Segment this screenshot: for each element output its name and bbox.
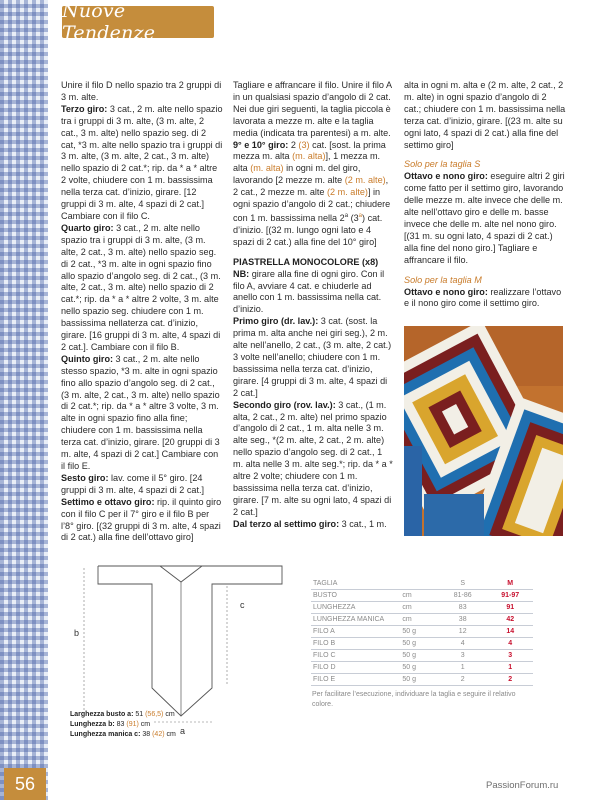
table-cell-label: FILO C xyxy=(311,650,400,662)
paragraph-text: , 2 cat., 2 mezze m. alte xyxy=(233,175,389,198)
paragraph xyxy=(404,171,566,266)
paragraph-text: eseguire altri 2 giri come fatto per il settimo giro, lavorando delle mezze m. alte invece che delle m. alte nell’ottavo giro e delle m. basse invece che delle m. alte nel nono giro. [(31 m. su ogni lato, 4 spazi di 2 cat.) alla fine del nono giro.] Tagliare e affrancare il filo. xyxy=(404,171,565,265)
table-row xyxy=(311,638,533,650)
table-cell-s: 1 xyxy=(438,662,487,674)
measure-unit: cm xyxy=(163,711,175,718)
round-heading: Quarto giro: xyxy=(61,222,114,233)
paragraph-text: realizzare l’ottavo e il nono giro come il settimo giro. xyxy=(404,286,562,309)
round-heading: Terzo giro: xyxy=(61,103,108,114)
paragraph-text: ) cat. d’inizio. [(32 m. lungo ogni lato e 4 spazi di 2 cat.) alla fine del 10° giro] xyxy=(233,213,383,247)
measure-unit: cm xyxy=(138,721,151,728)
table-cell-label: FILO D xyxy=(311,662,400,674)
paragraph-text: rip. il quinto giro con il filo C per il 7° giro e il filo B per l’8° giro. [(32 gruppi di 3 m. alte, 4 spazi di 2 cat.) alla fine dell’ottavo giro] xyxy=(61,496,222,543)
measure-value-m: (42) xyxy=(152,731,165,738)
paragraph-text: ] in ogni spazio d’angolo di 2 cat.; chiudere con 1 m. bassissima nella 2 xyxy=(233,187,391,223)
table-cell-s: 81-86 xyxy=(438,590,487,602)
paragraph-text: 3 cat., (1 m. alta, 2 cat., 2 m. alte) nel primo spazio d’angolo di 2 cat., 1 m. alta nelle 3 m. alte seg., *(2 m. alte, 2 cat., 2 m. alte) nello spazio d’angolo seg. di 2 cat., 1 m. alta nelle 3 m. alte seg.*; rip. da * a * altre 2 volte; chiudere con 1 m. bassissima nella terza cat. d’inizio, girare. [7 m. alte su ogni lato, 4 spazi di 2 cat.] xyxy=(233,399,393,517)
table-cell-s: S xyxy=(438,578,487,590)
round-heading: Secondo giro (rov. lav.): xyxy=(233,399,336,410)
table-cell-s: 12 xyxy=(438,626,487,638)
paragraph-text: 3 cat., 2 m. alte nello stesso spazio, *3 m. alte in ogni spazio fino allo spazio d’angolo seg. di 2 cat., (3 m. alte, 2 cat., 3 m. alte) nello spazio di 2 cat.*; rip. da * a * altre 3 volte, 3 m. alte in ogni spazio fino alla fine; chiudere con 1 m. bassissima nella terza cat. d’inizio, girare. [20 gruppi di 3 m. alte, 4 spazi di 2 cat.] Cambiare con il filo E. xyxy=(61,353,220,471)
section-heading: PIASTRELLA MONOCOLORE (x8) xyxy=(233,256,379,267)
section-header xyxy=(62,0,214,44)
round-heading: Primo giro (dr. lav.): xyxy=(233,316,319,327)
table-cell-m: 2 xyxy=(487,674,533,686)
page-number: 56 xyxy=(14,773,36,794)
measure-label: Larghezza busto a: xyxy=(70,711,134,718)
table-cell-unit: cm xyxy=(400,614,438,626)
paragraph-text: 3 cat., 2 m. alte nello spazio tra i gruppi di 3 m. alte, (3 m. alte, 2 cat., 3 m. alte) nello spazio seg. di 2 cat, *3 m. alte nello spazio tra i gruppi di 3 m. alte, (3 m. alte, 2 cat., 3 m. alte) nello spazio di 2 cat.*; rip. da * a * altre 2 volte, chiudere con 1 m. bassissima nella terza cat. d’inizio, girare. [12 gruppi di 3 m. alte, 4 spazi di 2 cat.] Cambiare con il filo C. xyxy=(61,103,223,221)
paragraph xyxy=(233,269,394,317)
table-cell-m: M xyxy=(487,578,533,590)
paragraph-text: (3 xyxy=(348,213,359,223)
page-number-tab xyxy=(4,768,46,800)
table-row xyxy=(311,590,533,602)
size-m-value: (m. alta) xyxy=(250,163,284,174)
paragraph-text: Unire il filo D nello spazio tra 2 gruppi di 3 m. alte. xyxy=(61,80,222,102)
paragraph xyxy=(61,80,223,104)
table-row xyxy=(311,602,533,614)
text-column-1 xyxy=(61,80,223,552)
size-m-value: (3) xyxy=(298,139,310,150)
table-cell-label: FILO A xyxy=(311,626,400,638)
measure-label: Lunghezza b: xyxy=(70,721,115,728)
measure-unit: cm xyxy=(164,731,176,738)
measure-value-s: 38 xyxy=(140,731,153,738)
measure-value-s: 51 xyxy=(133,711,146,718)
table-cell-m: 3 xyxy=(487,650,533,662)
table-cell-unit: 50 g xyxy=(400,674,438,686)
table-cell-label: FILO B xyxy=(311,638,400,650)
measure-line xyxy=(70,720,176,730)
table-cell-unit: 50 g xyxy=(400,638,438,650)
table-cell-unit: 50 g xyxy=(400,650,438,662)
measure-line xyxy=(70,710,176,720)
table-cell-label: BUSTO xyxy=(311,590,400,602)
table-cell-m: 91-97 xyxy=(487,590,533,602)
size-subheading: Solo per la taglia M xyxy=(404,274,482,285)
paragraph xyxy=(61,223,223,354)
paragraph-text: ], 1 mezza m. alta xyxy=(233,151,381,174)
round-heading: Sesto giro: xyxy=(61,472,109,483)
table-row xyxy=(311,674,533,686)
table-cell-m: 14 xyxy=(487,626,533,638)
table-header-row xyxy=(311,578,533,590)
table-cell-label: FILO E xyxy=(311,674,400,686)
table-cell-s: 3 xyxy=(438,650,487,662)
sizes-table-body xyxy=(311,578,533,686)
table-cell-s: 4 xyxy=(438,638,487,650)
paragraph xyxy=(233,519,394,531)
paragraph xyxy=(61,497,223,545)
size-m-value: (m. alta) xyxy=(292,151,326,162)
paragraph-text: 3 cat., 1 m. xyxy=(339,518,387,529)
round-heading: Ottavo e nono giro: xyxy=(404,286,488,297)
paragraph xyxy=(233,80,394,140)
table-cell-m: 4 xyxy=(487,638,533,650)
text-column-3 xyxy=(404,80,566,318)
measure-line xyxy=(70,730,176,740)
table-cell-s: 38 xyxy=(438,614,487,626)
paragraph xyxy=(233,400,394,519)
dimension-label-c: c xyxy=(240,600,245,610)
table-row xyxy=(311,662,533,674)
measure-label: Lunghezza manica c: xyxy=(70,731,141,738)
table-cell-label: LUNGHEZZA xyxy=(311,602,400,614)
paragraph xyxy=(404,80,566,151)
table-cell-label: LUNGHEZZA MANICA xyxy=(311,614,400,626)
text-column-2 xyxy=(233,80,394,539)
paragraph-text: lav. come il 5° giro. [24 gruppi di 3 m. alte, 4 spazi di 2 cat.] xyxy=(61,472,205,495)
table-cell-label: TAGLIA xyxy=(311,578,400,590)
table-cell-unit xyxy=(400,578,438,590)
section-title: Nuove Tendenze xyxy=(62,0,156,44)
table-cell-unit: cm xyxy=(400,602,438,614)
table-cell-m: 1 xyxy=(487,662,533,674)
paragraph-text: Tagliare e affrancare il filo. Unire il filo A in un qualsiasi spazio d’angolo di 2 cat. Nei due giri seguenti, la taglia piccola è lavorata a mezze m. alte e la taglia media (indicata tra parentesi) a m. alte. xyxy=(233,80,392,138)
table-cell-unit: 50 g xyxy=(400,626,438,638)
table-row xyxy=(311,614,533,626)
table-cell-m: 91 xyxy=(487,602,533,614)
watermark: PassionForum.ru xyxy=(486,780,559,791)
measure-value-m: (56,5) xyxy=(145,711,164,718)
size-subheading: Solo per la taglia S xyxy=(404,159,481,170)
round-heading: Ottavo e nono giro: xyxy=(404,171,488,182)
round-heading: 9° e 10° giro: xyxy=(233,139,289,150)
table-cell-unit: 50 g xyxy=(400,662,438,674)
size-m-value: (2 m. alte) xyxy=(344,175,386,186)
measure-value-s: 83 xyxy=(114,721,127,728)
round-heading: Quinto giro: xyxy=(61,353,114,364)
paragraph xyxy=(404,275,566,287)
paragraph xyxy=(61,473,223,497)
paragraph xyxy=(61,354,223,473)
paragraph xyxy=(404,287,566,311)
superscript: a xyxy=(344,212,349,219)
paragraph-text: 3 cat. (sost. la prima m. alta anche nei giri seg.), 2 m. alte nell’anello, 2 cat., (3 m. alte, 2 cat.) 3 volte nell’anello; chiudere con 1 m. bassissima nella terza cat. d’inizio, girare. [4 gruppi di 3 m. alte, 4 spazi di 2 cat.] xyxy=(233,316,392,398)
table-cell-m: 42 xyxy=(487,614,533,626)
table-cell-unit: cm xyxy=(400,590,438,602)
dimension-label-a: a xyxy=(180,726,186,736)
dimension-label-b: b xyxy=(74,628,80,638)
paragraph-text: 3 cat., 2 m. alte nello spazio tra i gruppi di 3 m. alte, (3 m. alte, 2 cat., 3 m. alte) nello spazio seg. di 2 cat., *3 m. alte in ogni spazio fino allo spazio d’angolo seg. di 2 cat., (3 m. alte, 2 cat., 3 m. alte) nello spazio di 2 cat.*; rip. da * a * altre 2 volte, 3 m. alte nello spazio seg. chiudere con 1 m. bassissima nellaterza cat. d’inizio, girare. [16 gruppi di 3 m. alte, 4 spazi di 2 cat.]. Cambiare con il filo B. xyxy=(61,222,221,352)
measurements-legend xyxy=(70,710,176,740)
measure-value-m: (91) xyxy=(126,721,139,728)
table-row xyxy=(311,650,533,662)
paragraph-text: cat. [sost. la prima mezza m. alta xyxy=(233,139,386,162)
granny-square-photo xyxy=(404,326,563,536)
paragraph xyxy=(233,316,394,399)
size-m-value: (2 m. alte) xyxy=(327,187,368,198)
table-cell-s: 83 xyxy=(438,602,487,614)
superscript: a xyxy=(358,212,363,219)
round-heading: Settimo e ottavo giro: xyxy=(61,496,155,507)
photo-illustration xyxy=(404,326,563,536)
table-row xyxy=(311,626,533,638)
table-cell-s: 2 xyxy=(438,674,487,686)
paragraph-text: alta in ogni m. alta e (2 m. alte, 2 cat., 2 m. alte) in ogni spazio d’angolo di 2 cat.; chiudere con 1 m. bassissima nella terza cat. d’inizio, girare. [(23 m. alte su ogni lato, 4 spazi di 2 cat.) alla fine del settimo giro] xyxy=(404,80,566,150)
paragraph-text: in ogni m. del giro, lavorando [2 mezze m. alte xyxy=(233,163,361,186)
paragraph-text: 2 xyxy=(288,139,299,150)
paragraph xyxy=(233,140,394,249)
sizes-table xyxy=(311,578,533,686)
round-heading: Dal terzo al settimo giro: xyxy=(233,518,340,529)
paragraph-text: girare alla fine di ogni giro. Con il filo A, avviare 4 cat. e chiuderle ad anello con 1 m. bassissima nella cat. d’inizio. xyxy=(233,268,385,315)
round-heading: NB: xyxy=(233,268,250,279)
paragraph xyxy=(404,159,566,171)
paragraph xyxy=(61,104,223,223)
table-note: Per facilitare l’esecuzione, individuare la taglia e seguire il relativo colore. xyxy=(312,691,516,708)
paragraph xyxy=(233,257,394,269)
